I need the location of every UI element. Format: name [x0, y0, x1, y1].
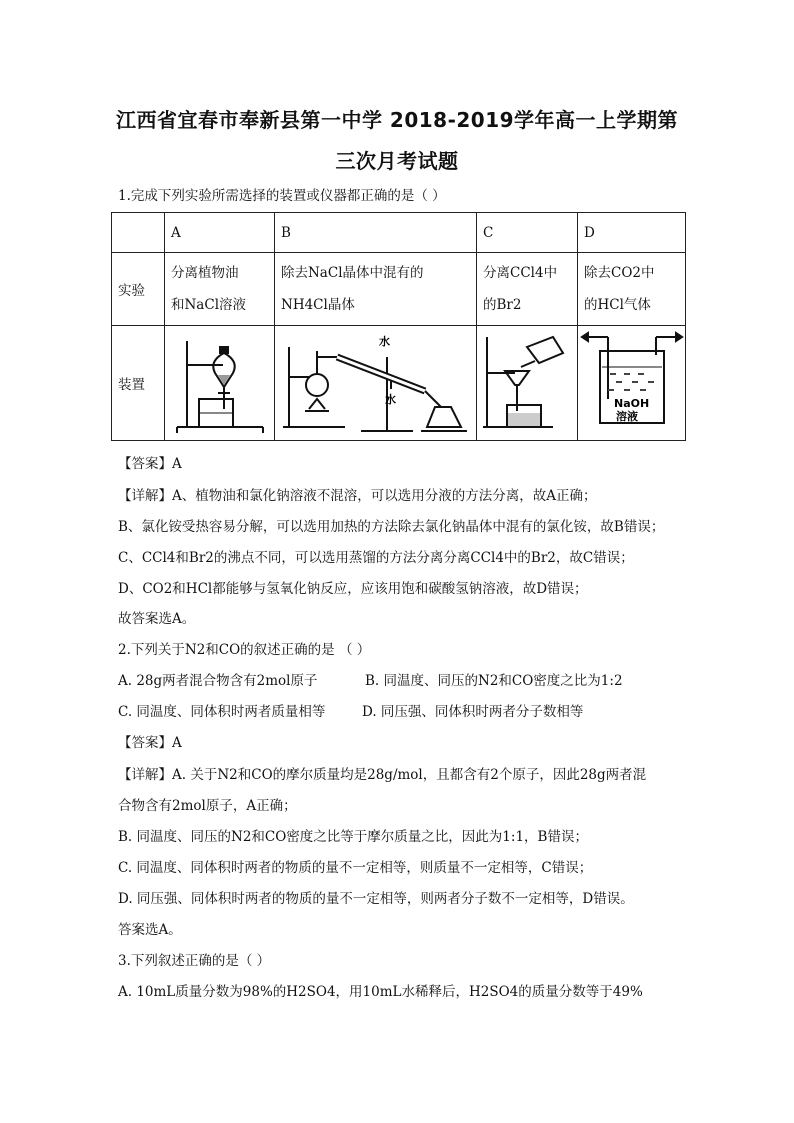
exp-b-line2: NH4Cl晶体	[281, 297, 355, 313]
table-corner	[112, 213, 165, 253]
exp-d	[578, 253, 686, 326]
water-in-label: 水	[385, 393, 396, 406]
detail-text: A、植物油和氯化钠溶液不混溶，可以选用分液的方法分离，故A正确；	[172, 488, 597, 504]
q2-detail-line-6: 答案选A。	[118, 922, 182, 938]
q2-detail-line-4: C. 同温度、同体积时两者的物质的量不一定相等，则质量不一定相等，C错误；	[118, 860, 593, 876]
q3-option-a: A. 10mL质量分数为98%的H2SO4，用10mL水稀释后，H2SO4的质量分数等于49%	[118, 984, 643, 1000]
q1-detail-line-4: D、CO2和HCl都能够与氢氧化钠反应，应该用饱和碳酸氢钠溶液，故D错误；	[118, 581, 588, 597]
q2-option-d: D. 同压强、同体积时两者分子数相等	[362, 704, 584, 720]
exp-a	[165, 253, 275, 326]
q1-detail-line-2: B、氯化铵受热容易分解，可以选用加热的方法除去氯化钠晶体中混有的氯化铵，故B错误；	[118, 519, 665, 535]
answer-label: 【答案】	[118, 735, 172, 751]
naoh-label: NaOH	[614, 397, 650, 410]
header-c: C	[477, 213, 578, 253]
detail-label: 【详解】	[118, 488, 172, 504]
exp-b-line1: 除去NaCl晶体中混有的	[281, 265, 424, 281]
q2-option-a: A. 28g两者混合物含有2mol原子	[118, 673, 318, 689]
q2-option-c: C. 同温度、同体积时两者质量相等	[118, 704, 326, 720]
detail-label: 【详解】	[118, 767, 172, 783]
exp-d-line2: 的HCl气体	[584, 297, 651, 313]
apparatus-b	[275, 326, 477, 441]
header-b: B	[275, 213, 477, 253]
q2-answer	[118, 731, 182, 751]
exp-c	[477, 253, 578, 326]
gas-washing-bottle-diagram	[578, 327, 685, 439]
separatory-funnel-diagram	[165, 327, 274, 439]
filtration-diagram	[477, 327, 577, 439]
water-out-label: 水	[379, 335, 390, 348]
exp-b	[275, 253, 477, 326]
header-d: D	[578, 213, 686, 253]
solution-label: 溶液	[616, 410, 638, 423]
row-label-experiment: 实验	[112, 253, 165, 326]
q2-detail-line-3: B. 同温度、同压的N2和CO密度之比等于摩尔质量之比，因此为1:1，B错误；	[118, 829, 588, 845]
document-title-line-2: 三次月考试题	[335, 149, 459, 173]
q3-stem: 3.下列叙述正确的是（ ）	[118, 953, 271, 969]
apparatus-a	[165, 326, 275, 441]
row-label-apparatus: 装置	[112, 326, 165, 441]
document-title-line-1: 江西省宜春市奉新县第一中学 2018-2019学年高一上学期第	[115, 108, 679, 132]
exp-d-line1: 除去CO2中	[584, 265, 655, 281]
apparatus-c	[477, 326, 578, 441]
q2-detail-line-1	[118, 763, 646, 783]
q1-detail-line-5: 故答案选A。	[118, 611, 196, 627]
q1-answer	[118, 452, 182, 472]
q2-stem: 2.下列关于N2和CO的叙述正确的是 （ ）	[118, 642, 371, 658]
q1-detail-line-3: C、CCl4和Br2的沸点不同，可以选用蒸馏的方法分离分离CCl4中的Br2，故C错误；	[118, 550, 634, 566]
q2-detail-line-2: 合物含有2mol原子，A正确；	[118, 798, 297, 814]
exp-c-line2: 的Br2	[483, 297, 522, 313]
q1-stem: 1.完成下列实验所需选择的装置或仪器都正确的是（ ）	[118, 188, 446, 204]
exp-c-line1: 分离CCl4中	[483, 265, 558, 281]
apparatus-d	[578, 326, 686, 441]
q1-detail-line-1	[118, 484, 597, 504]
exp-a-line1: 分离植物油	[171, 265, 239, 281]
answer-value: A	[172, 456, 182, 472]
q2-option-b: B. 同温度、同压的N2和CO密度之比为1:2	[365, 673, 623, 689]
exp-a-line2: 和NaCl溶液	[171, 297, 247, 313]
distillation-diagram	[275, 327, 476, 439]
header-a: A	[165, 213, 275, 253]
detail-text: A. 关于N2和CO的摩尔质量均是28g/mol，且都含有2个原子，因此28g两者混	[172, 767, 647, 783]
q1-table	[111, 212, 686, 441]
answer-label: 【答案】	[118, 456, 172, 472]
answer-value: A	[172, 735, 182, 751]
q2-detail-line-5: D. 同压强、同体积时两者的物质的量不一定相等，则两者分子数不一定相等，D错误。	[118, 891, 634, 907]
